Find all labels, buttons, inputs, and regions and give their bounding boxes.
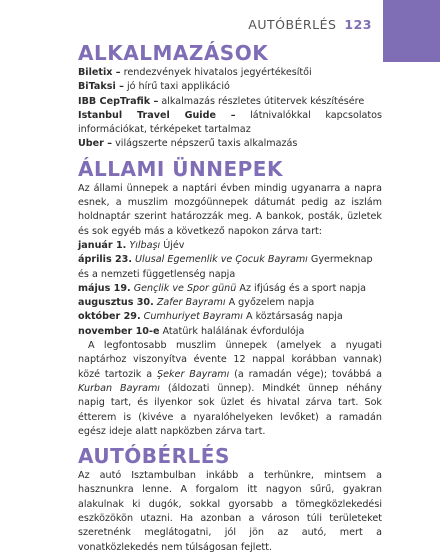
muslim-holidays-paragraph: A legfontosabb muszlim ünnepek (amelyek a nyugati naptárhoz viszonyítva évente 12 nappal korábban vannak) közé tartozik a Şeker Bayramı (a ramadán vége); továbbá a Kurban Bayramı (áldozati ünnep). Mindkét ünnep néhány napig tart, és ilyenkor sok üzlet és hivatal zárva tart. Sok étterem is (kivéve a nyaralóhelyeken levőket) a ramadán egész ideje alatt napközben zárva tart. [78, 340, 383, 437]
page-content [78, 40, 382, 555]
holiday-date-item: november 10-e Atatürk halálának évfordulója [78, 325, 305, 337]
holidays-intro: Az állami ünnepek a naptári évben mindig ugyanarra a napra esnek, a muszlim mozgóünnepek dátumát pedig az iszlám holdnaptár szerint határozzák meg. A bankok, posták, üzletek és sok egyéb más a következő napokon zárva tart: [78, 182, 382, 237]
list-item: Biletix – rendezvények hivatalos jegyértékesítői [78, 67, 312, 78]
apps-heading: ALKALMAZÁSOK [78, 41, 269, 65]
holidays-heading: ÁLLAMI ÜNNEPEK [78, 156, 283, 181]
holiday-date-item: május 19. Gençlik ve Spor günü Az ifjúság és a sport napja [78, 282, 367, 294]
apps-list [78, 66, 382, 152]
holidays-section [78, 182, 382, 439]
list-item: Istanbul Travel Guide – látnivalókkal kapcsolatos információkat, térképeket tartalmaz [78, 109, 382, 136]
list-item: BiTaksi – jó hírű taxi applikáció [78, 81, 230, 93]
holiday-date-item: április 23. Ulusal Egemenlik ve Çocuk Bayramı Gyermeknap és a nemzeti függetlenség napja [78, 254, 373, 280]
holiday-date-item: augusztus 30. Zafer Bayramı A győzelem napja [78, 297, 315, 309]
page-number: 123 [344, 17, 372, 32]
rental-heading: AUTÓBÉRLÉS [78, 444, 230, 469]
list-item: IBB CepTrafik – alkalmazás részletes útitervek készítésére [78, 95, 365, 107]
holiday-date-item: január 1. Yılbaşı Újév [78, 239, 185, 251]
rental-paragraph: Az autó Isztambulban inkább a terhünkre, mintsem a hasznunkra lenne. A forgalom itt nagyon sűrű, gyakran alakulnak ki dugók, sokkal gyorsabb a tömegközlekedési eszközökön utazni. Ha azonban a városon túli területeket szeretnénk meglátogatni, jól jön az autó, mert a vonatközlekedés nem túlságosan fejlett. [78, 470, 382, 553]
list-item: Uber – világszerte népszerű taxis alkalmazás [78, 138, 298, 150]
chapter-tab [383, 0, 440, 62]
header-section: AUTÓBÉRLÉS [248, 17, 337, 32]
running-header [248, 17, 372, 32]
holiday-date-item: október 29. Cumhuriyet Bayramı A köztársaság napja [78, 311, 343, 323]
